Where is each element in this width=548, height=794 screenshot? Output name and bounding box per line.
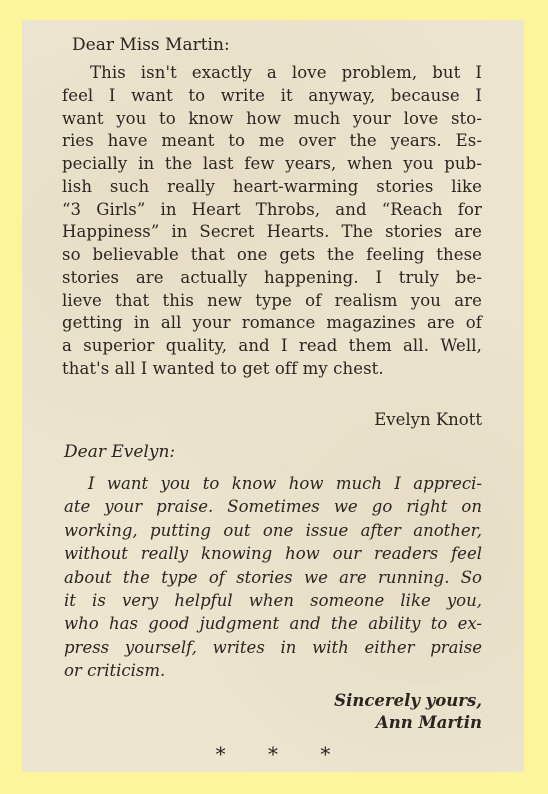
reply-closing: Sincerely yours, bbox=[334, 691, 482, 710]
letter-line: that's all I wanted to get off my chest. bbox=[62, 358, 384, 378]
reply-salutation: Dear Evelyn: bbox=[64, 442, 176, 462]
letter-line: getting in all your romance magazines are of bbox=[62, 313, 482, 333]
reply-line: without really knowing how our readers feel bbox=[64, 544, 482, 564]
reply-line: it is very helpful when someone like you, bbox=[64, 591, 482, 611]
letter-line: This isn't exactly a love problem, but I bbox=[90, 63, 482, 82]
reply-line: or criticism. bbox=[64, 661, 166, 681]
reply-line: I want you to know how much I appreci- bbox=[88, 474, 482, 493]
reply-signature: Ann Martin bbox=[375, 713, 482, 732]
reply-line: working, putting out one issue after another, bbox=[64, 520, 482, 540]
letter-line: want you to know how much your love sto- bbox=[62, 108, 482, 128]
reply-line: about the type of stories we are running. So bbox=[64, 567, 482, 587]
section-divider: * * * bbox=[215, 742, 349, 766]
letter-line: “3 Girls” in Heart Throbs, and “Reach for bbox=[62, 199, 482, 219]
letter-line: so believable that one gets the feeling these bbox=[62, 245, 482, 264]
reply-line: press yourself, writes in with either praise bbox=[64, 637, 482, 657]
letter-line: lish such really heart-warming stories like bbox=[62, 176, 482, 196]
letter-body bbox=[62, 62, 482, 381]
reply-body bbox=[64, 472, 482, 683]
letter-clipping bbox=[22, 20, 524, 772]
letter-signature: Evelyn Knott bbox=[374, 410, 482, 429]
reply-line: who has good judgment and the ability to ex- bbox=[64, 614, 482, 634]
letter-line: a superior quality, and I read them all. Well, bbox=[62, 336, 482, 355]
reply-closing-block bbox=[334, 690, 482, 734]
letter-line: ries have meant to me over the years. Es- bbox=[62, 131, 482, 151]
letter-salutation: Dear Miss Martin: bbox=[72, 35, 230, 55]
letter-line: feel I want to write it anyway, because I bbox=[62, 85, 482, 105]
letter-line: stories are actually happening. I truly be- bbox=[62, 267, 482, 287]
reply-line: ate your praise. Sometimes we go right on bbox=[64, 497, 482, 517]
letter-line: lieve that this new type of realism you are bbox=[62, 290, 482, 310]
letter-line: Happiness” in Secret Hearts. The stories are bbox=[62, 222, 482, 242]
letter-line: pecially in the last few years, when you pub- bbox=[62, 154, 482, 173]
